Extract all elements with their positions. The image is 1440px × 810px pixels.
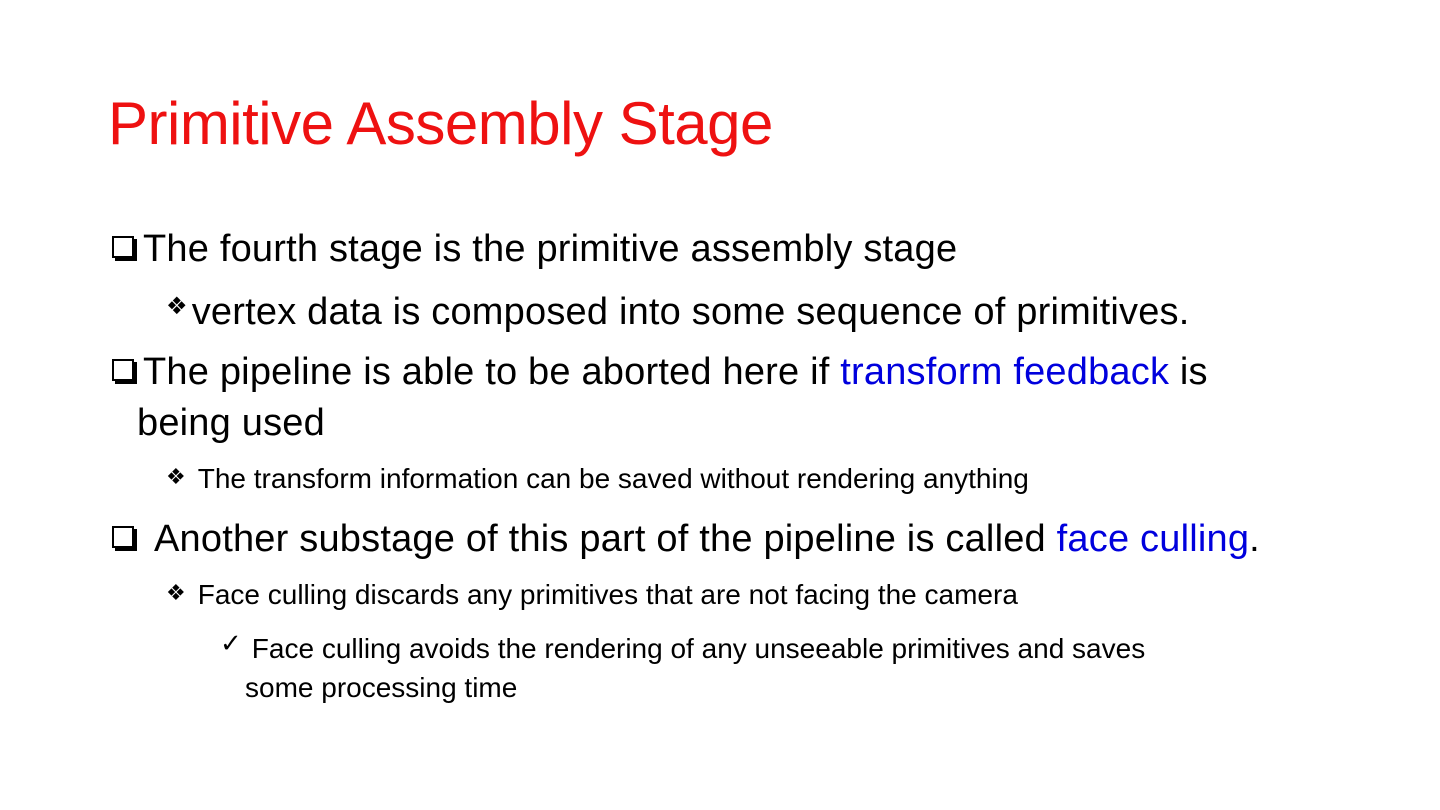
bullet-1-1-text: vertex data is composed into some sequence of primitives. bbox=[191, 291, 1190, 333]
bullet-1-1 bbox=[166, 284, 1190, 335]
bullet-3-text-before: Another substage of this part of the pipeline is called bbox=[154, 518, 1057, 560]
slide-title: Primitive Assembly Stage bbox=[108, 90, 773, 157]
bullet-3-1 bbox=[166, 575, 1018, 613]
bullet-3-1-1-text: Face culling avoids the rendering of any unseeable primitives and saves bbox=[251, 633, 1146, 664]
bullet-2 bbox=[112, 349, 1208, 395]
bullet-3-1-text: Face culling discards any primitives that are not facing the camera bbox=[197, 579, 1018, 610]
four-diamond-bullet-icon: ❖ bbox=[166, 464, 186, 489]
square-bullet-icon bbox=[112, 526, 134, 548]
bullet-3-1-1 bbox=[220, 625, 1145, 667]
four-diamond-bullet-icon: ❖ bbox=[166, 580, 186, 605]
bullet-2-1-text: The transform information can be saved without rendering anything bbox=[197, 463, 1029, 494]
bullet-2-highlight: transform feedback bbox=[840, 351, 1170, 393]
bullet-1-text: The fourth stage is the primitive assembly stage bbox=[143, 228, 958, 270]
bullet-2-1 bbox=[166, 459, 1029, 497]
bullet-3-1-1-continuation-text: some processing time bbox=[245, 672, 518, 703]
bullet-2-text-after: is bbox=[1169, 351, 1208, 393]
bullet-2-continuation bbox=[137, 400, 325, 446]
square-bullet-icon bbox=[112, 359, 134, 381]
bullet-3-highlight: face culling bbox=[1056, 518, 1250, 560]
bullet-2-continuation-text: being used bbox=[137, 402, 325, 444]
bullet-1 bbox=[112, 226, 957, 272]
square-bullet-icon bbox=[112, 236, 134, 258]
bullet-3-text-after: . bbox=[1249, 518, 1260, 560]
bullet-3 bbox=[112, 516, 1260, 562]
four-diamond-bullet-icon: ❖ bbox=[166, 293, 188, 320]
check-mark-icon: ✓ bbox=[220, 628, 242, 658]
bullet-2-text-before: The pipeline is able to be aborted here if bbox=[143, 351, 841, 393]
bullet-3-1-1-continuation bbox=[245, 670, 517, 706]
